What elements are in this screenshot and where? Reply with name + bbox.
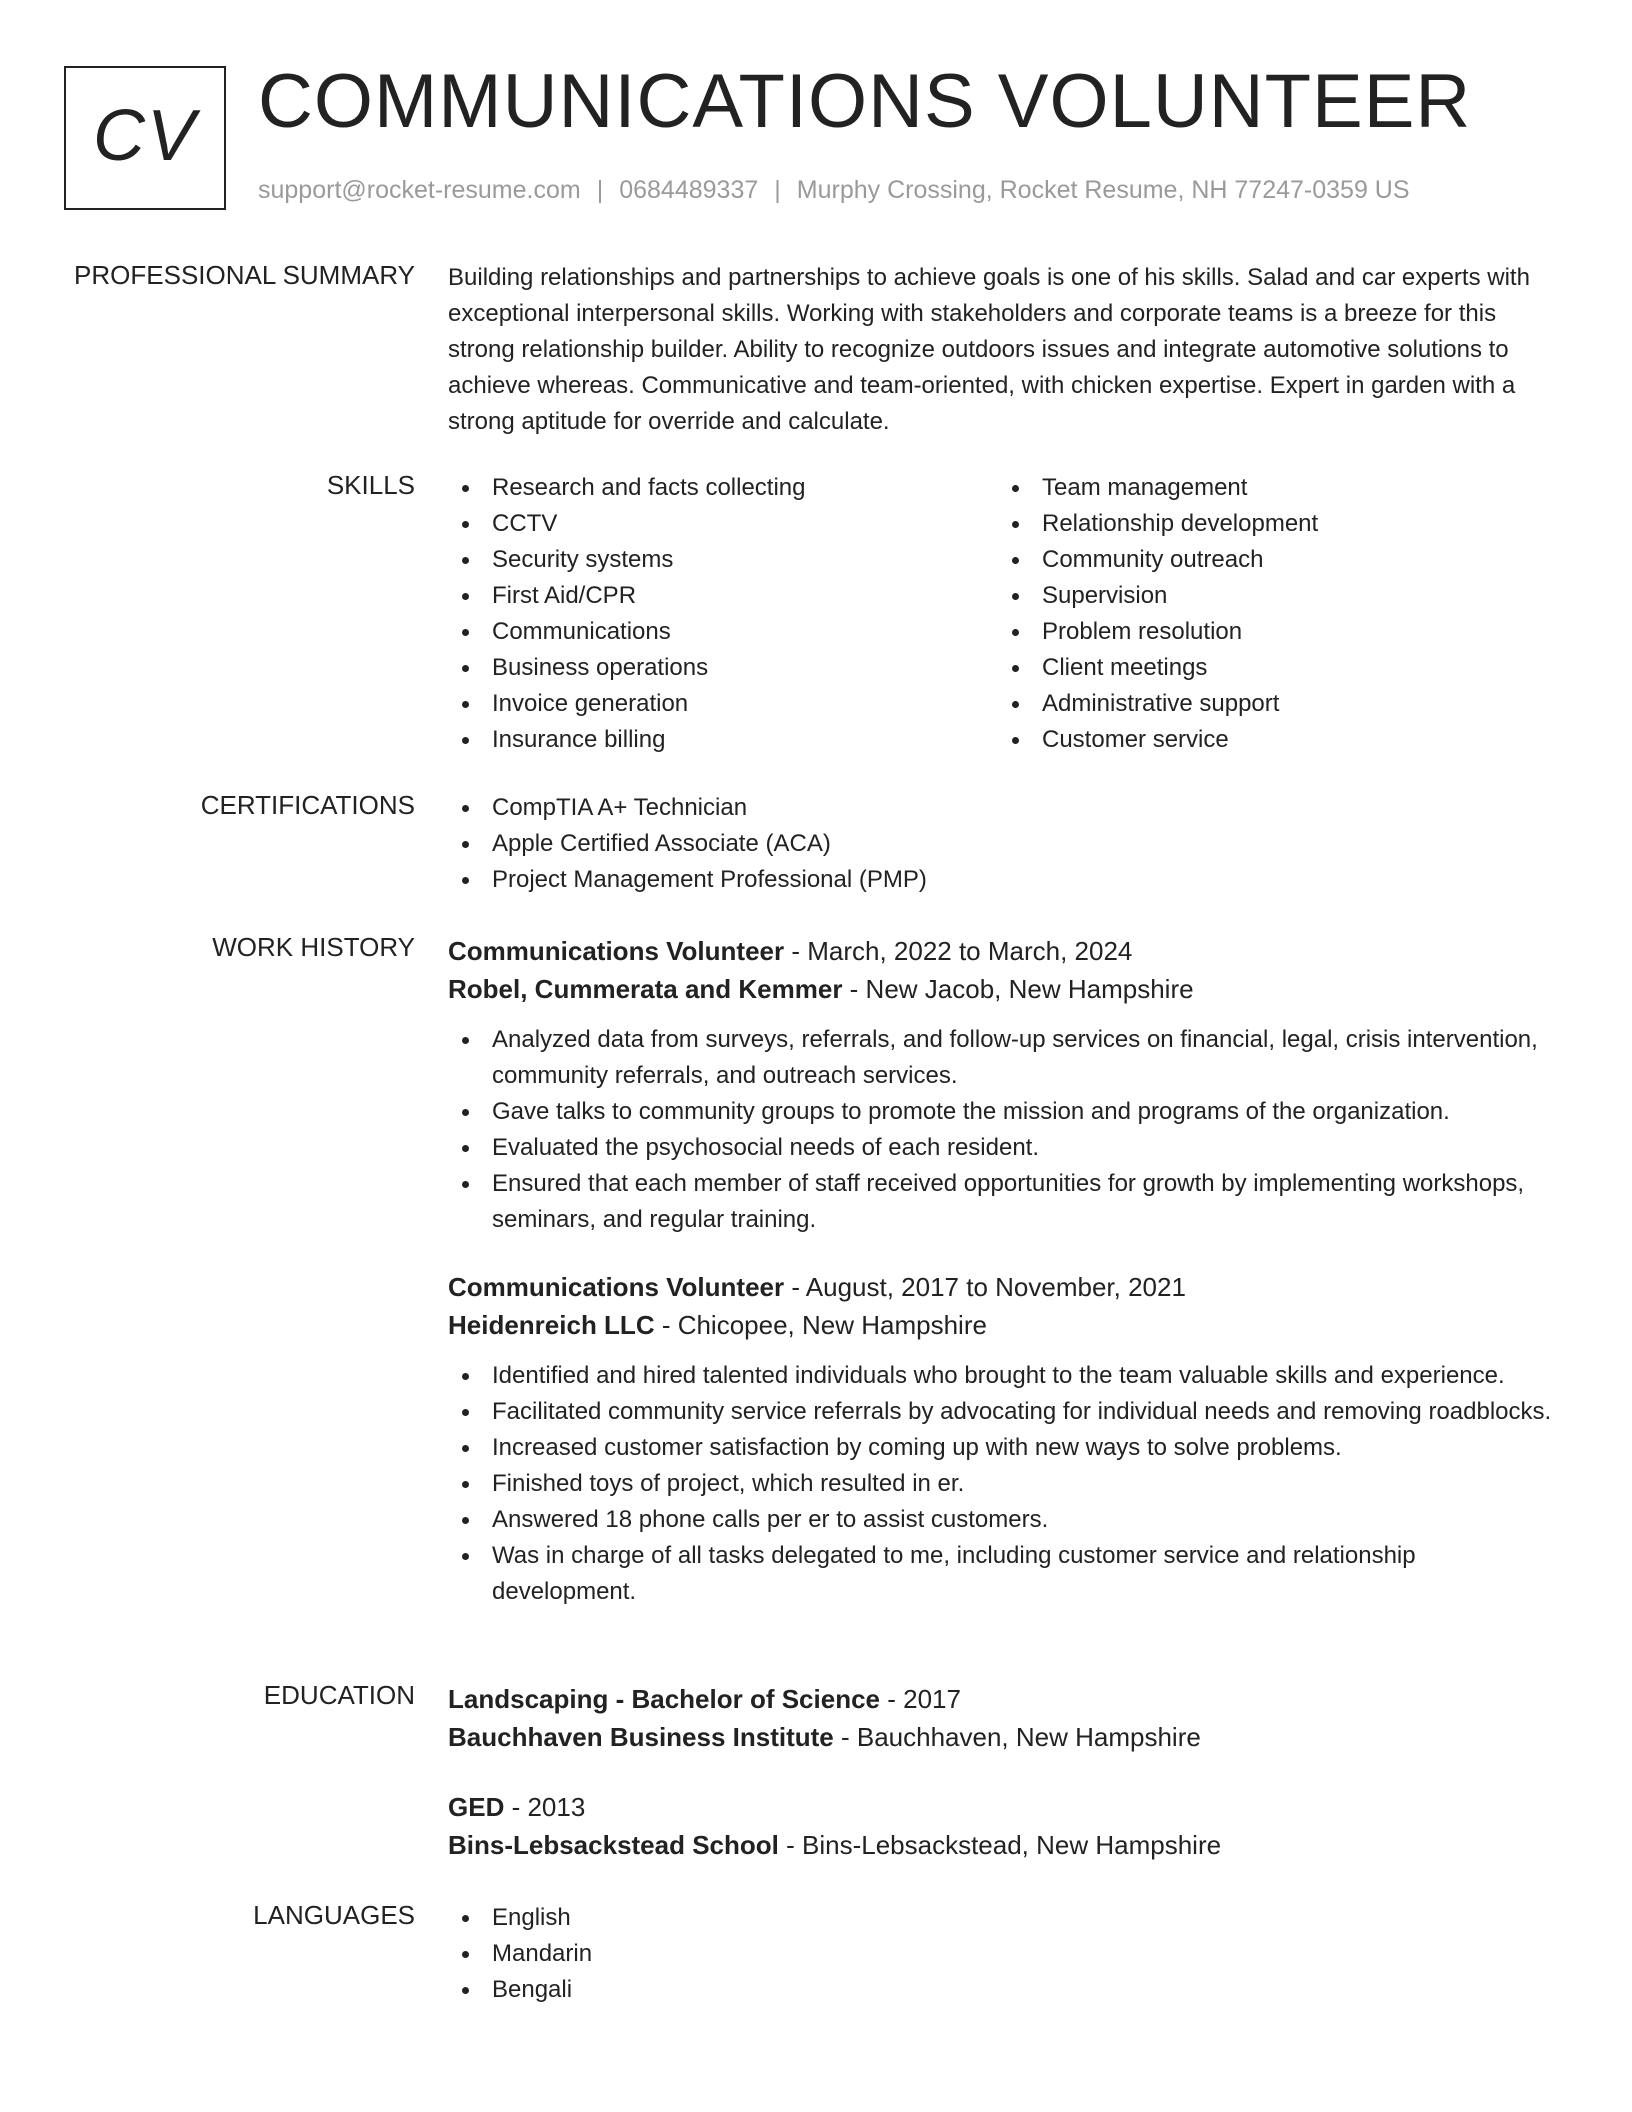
- education-location: - Bins-Lebsackstead, New Hampshire: [778, 1830, 1222, 1860]
- skill-item: Customer service: [998, 722, 1548, 758]
- skill-item: Client meetings: [998, 650, 1548, 686]
- job-dates: - March, 2022 to March, 2024: [784, 936, 1133, 966]
- section-label: LANGUAGES: [253, 1900, 415, 1930]
- skill-item: Administrative support: [998, 686, 1548, 722]
- skill-item: Research and facts collecting: [448, 470, 998, 506]
- skills-columns: [448, 470, 1558, 758]
- contact-address: Murphy Crossing, Rocket Resume, NH 77247-0359 US: [796, 176, 1410, 204]
- job-bullets: [448, 1358, 1558, 1610]
- job-title: Communications Volunteer: [448, 1272, 785, 1302]
- contact-email[interactable]: support@rocket-resume.com: [258, 176, 581, 204]
- section-label: CERTIFICATIONS: [200, 790, 415, 820]
- contact-line: [258, 176, 1410, 205]
- skill-item: Communications: [448, 614, 998, 650]
- skill-item: CCTV: [448, 506, 998, 542]
- skill-item: Supervision: [998, 578, 1548, 614]
- job-entry: [448, 1268, 1558, 1610]
- job-location: - Chicopee, New Hampshire: [654, 1310, 987, 1340]
- skill-item: Community outreach: [998, 542, 1548, 578]
- skill-item: Team management: [998, 470, 1548, 506]
- contact-phone: 0684489337: [619, 176, 759, 204]
- skill-item: Relationship development: [998, 506, 1548, 542]
- skills-list-left: [448, 470, 998, 758]
- job-dates: - August, 2017 to November, 2021: [784, 1272, 1186, 1302]
- education-school-line: [448, 1718, 1558, 1756]
- education-school-line: [448, 1826, 1558, 1864]
- certifications-list: [448, 790, 1558, 898]
- job-company: Heidenreich LLC: [448, 1310, 655, 1340]
- job-bullet: Increased customer satisfaction by coming up with new ways to solve problems.: [448, 1430, 1558, 1466]
- education-location: - Bauchhaven, New Hampshire: [833, 1722, 1201, 1752]
- job-entry: [448, 932, 1558, 1238]
- language-item: English: [448, 1900, 1558, 1936]
- certification-item: Apple Certified Associate (ACA): [448, 826, 1558, 862]
- job-bullet: Identified and hired talented individuals who brought to the team valuable skills and experience.: [448, 1358, 1558, 1394]
- job-bullet: Analyzed data from surveys, referrals, and follow-up services on financial, legal, crisis intervention, community referrals, and outreach services.: [448, 1022, 1558, 1094]
- section-label: PROFESSIONAL SUMMARY: [74, 260, 415, 290]
- job-bullet: Gave talks to community groups to promote the mission and programs of the organization.: [448, 1094, 1558, 1130]
- education-degree: GED: [448, 1792, 505, 1822]
- cv-monogram: CV: [92, 96, 198, 176]
- page-title: COMMUNICATIONS VOLUNTEER: [258, 59, 1472, 144]
- education-degree: Landscaping - Bachelor of Science: [448, 1684, 880, 1714]
- language-item: Bengali: [448, 1972, 1558, 2008]
- skill-item: Insurance billing: [448, 722, 998, 758]
- education-year: - 2017: [880, 1684, 961, 1714]
- education-degree-line: [448, 1680, 1558, 1718]
- job-bullet: Facilitated community service referrals by advocating for individual needs and removing roadblocks.: [448, 1394, 1558, 1430]
- job-company-line: [448, 970, 1558, 1008]
- job-bullet: Ensured that each member of staff received opportunities for growth by implementing workshops, seminars, and regular training.: [448, 1166, 1558, 1238]
- education-degree-line: [448, 1788, 1558, 1826]
- skills-list-right: [998, 470, 1548, 758]
- summary-text: Building relationships and partnerships to achieve goals is one of his skills. Salad and car experts with exceptional interpersonal skills. Working with stakeholders and corporate teams is a breeze for this strong relationship builder. Ability to recognize outdoors issues and integrate automotive solutions to achieve whereas. Communicative and team-oriented, with chicken expertise. Expert in garden with a strong aptitude for override and calculate.: [448, 264, 1530, 435]
- certification-item: Project Management Professional (PMP): [448, 862, 1558, 898]
- language-item: Mandarin: [448, 1936, 1558, 1972]
- job-company: Robel, Cummerata and Kemmer: [448, 974, 843, 1004]
- languages-list: [448, 1900, 1558, 2008]
- contact-separator: |: [596, 176, 604, 204]
- job-bullet: Was in charge of all tasks delegated to me, including customer service and relationship development.: [448, 1538, 1558, 1610]
- job-bullet: Finished toys of project, which resulted in er.: [448, 1466, 1558, 1502]
- skill-item: Problem resolution: [998, 614, 1548, 650]
- education-entry: [448, 1680, 1558, 1756]
- education-school: Bauchhaven Business Institute: [448, 1722, 834, 1752]
- education-entry: [448, 1788, 1558, 1864]
- job-title-line: [448, 1268, 1558, 1306]
- certification-item: CompTIA A+ Technician: [448, 790, 1558, 826]
- job-bullets: [448, 1022, 1558, 1238]
- contact-separator: |: [774, 176, 781, 204]
- skill-item: Security systems: [448, 542, 998, 578]
- job-title: Communications Volunteer: [448, 936, 785, 966]
- skill-item: Invoice generation: [448, 686, 998, 722]
- skill-item: First Aid/CPR: [448, 578, 998, 614]
- education-year: - 2013: [504, 1792, 586, 1822]
- job-location: - New Jacob, New Hampshire: [842, 974, 1194, 1004]
- section-label: SKILLS: [326, 470, 415, 500]
- section-label: EDUCATION: [263, 1680, 415, 1710]
- cv-monogram-box: [64, 66, 226, 210]
- job-company-line: [448, 1306, 1558, 1344]
- section-label: WORK HISTORY: [212, 932, 415, 962]
- job-bullet: Answered 18 phone calls per er to assist customers.: [448, 1502, 1558, 1538]
- job-bullet: Evaluated the psychosocial needs of each resident.: [448, 1130, 1558, 1166]
- education-school: Bins-Lebsackstead School: [448, 1830, 779, 1860]
- skill-item: Business operations: [448, 650, 998, 686]
- job-title-line: [448, 932, 1558, 970]
